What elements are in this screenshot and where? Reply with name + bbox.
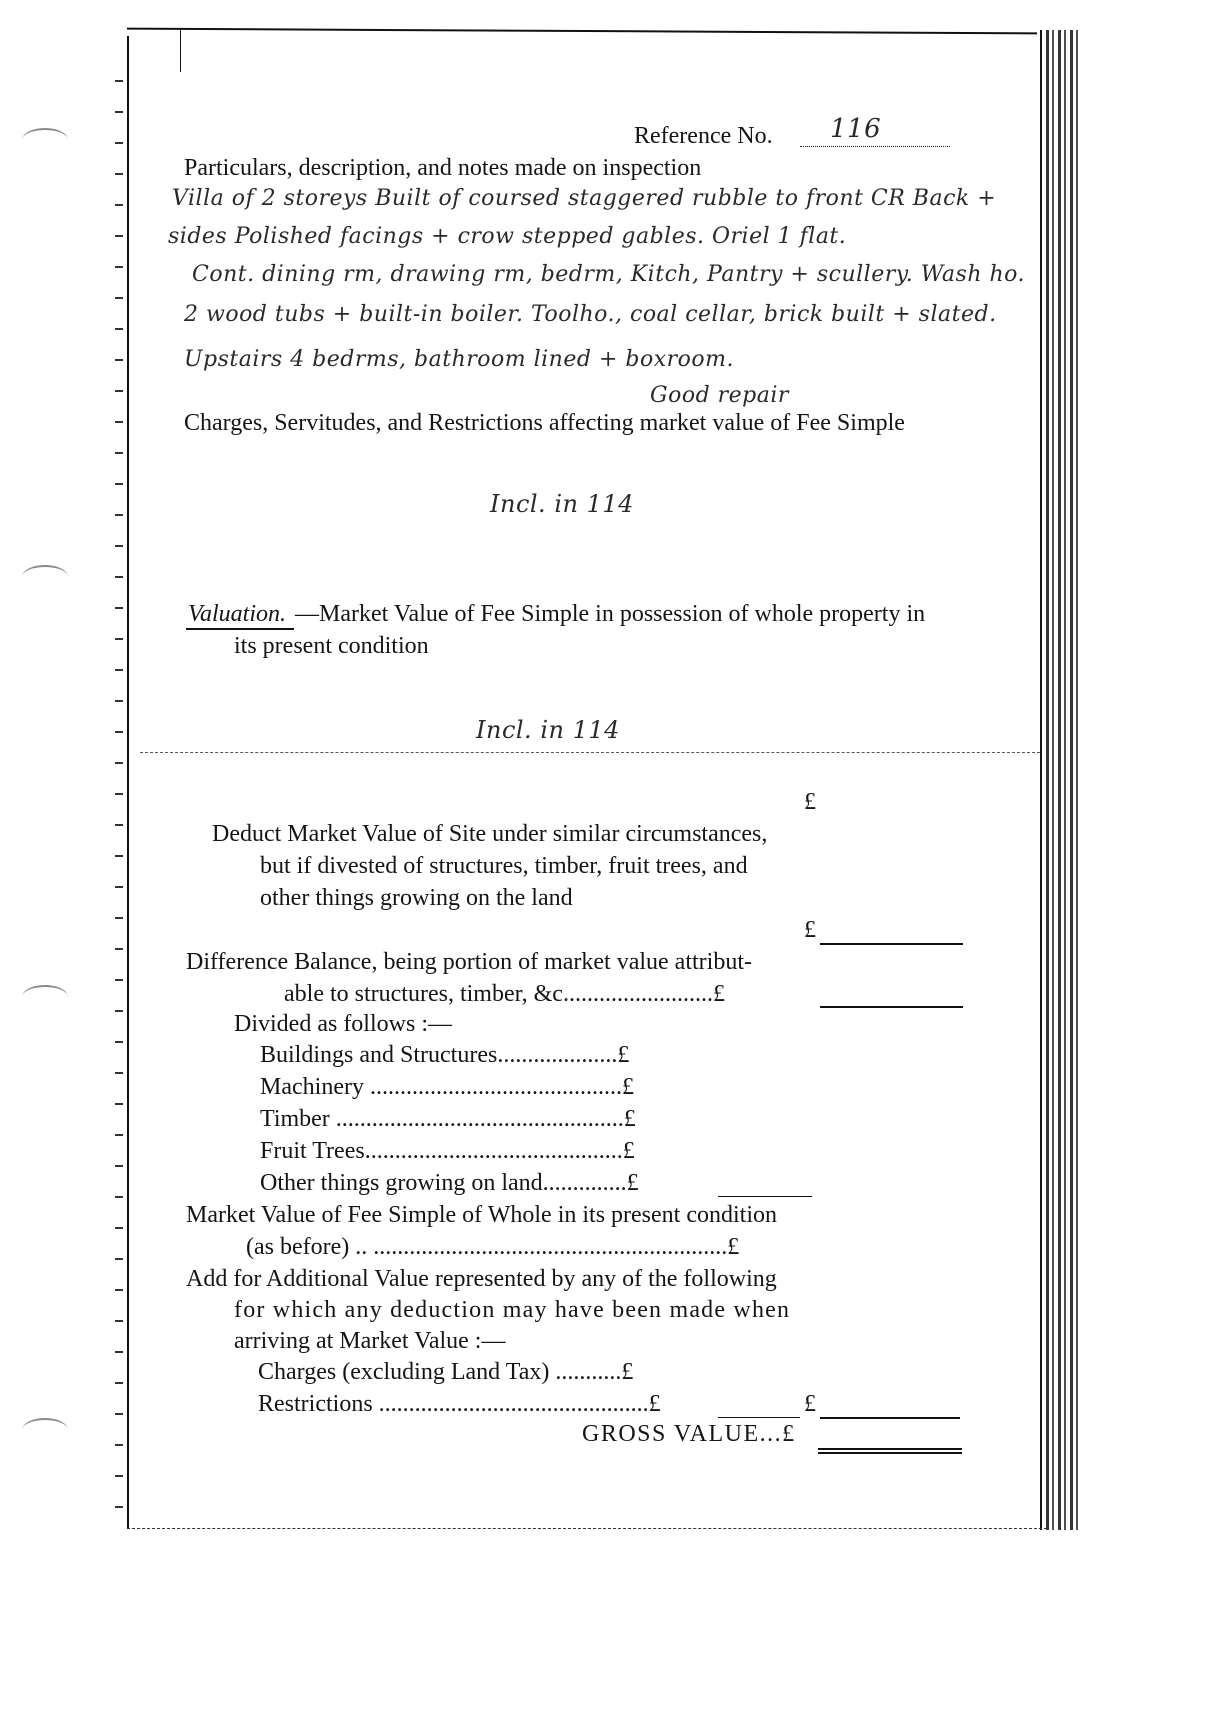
margin-tick	[115, 1475, 123, 1477]
charges-note: Incl. in 114	[490, 490, 634, 518]
margin-tick	[115, 1165, 123, 1167]
margin-tick	[115, 1382, 123, 1384]
margin-tick	[115, 142, 123, 144]
deduct-line-1: Deduct Market Value of Site under similar circumstances,	[212, 821, 768, 847]
margin-tick	[115, 1072, 123, 1074]
additional-line-2: for which any deduction may have been made when	[234, 1297, 791, 1323]
punch-hole-4	[22, 1418, 68, 1442]
margin-tick	[115, 793, 123, 795]
deduct-line-3: other things growing on the land	[260, 885, 573, 911]
margin-tick	[115, 824, 123, 826]
margin-tick	[115, 1258, 123, 1260]
inner-left-mark	[180, 30, 181, 72]
margin-tick	[115, 1227, 123, 1229]
restrictions-total-line	[820, 1417, 960, 1419]
particulars-heading: Particulars, description, and notes made on inspection	[184, 155, 702, 181]
margin-tick	[115, 111, 123, 113]
note-line-5: Upstairs 4 bedrms, bathroom lined + boxroom.	[184, 347, 734, 372]
difference-line-1: Difference Balance, being portion of market value attribut-	[186, 949, 752, 975]
difference-total-line	[820, 1006, 963, 1008]
margin-tick	[115, 855, 123, 857]
punch-hole-1	[22, 128, 68, 152]
additional-charges: Charges (excluding Land Tax) ...........£	[258, 1359, 634, 1385]
margin-tick	[115, 638, 123, 640]
valuation-line-2: its present condition	[234, 633, 429, 659]
right-border	[1040, 30, 1042, 1530]
margin-tick	[115, 1134, 123, 1136]
margin-tick	[115, 204, 123, 206]
margin-tick	[115, 1506, 123, 1508]
margin-tick	[115, 576, 123, 578]
margin-tick	[115, 235, 123, 237]
margin-tick	[115, 483, 123, 485]
valuation-underline	[186, 628, 294, 630]
top-border	[127, 28, 1037, 35]
restrictions-sub-line	[718, 1417, 800, 1418]
reference-value: 116	[830, 114, 882, 144]
margin-tick	[115, 917, 123, 919]
deduct-total-line	[820, 943, 963, 945]
margin-tick	[115, 359, 123, 361]
margin-tick	[115, 173, 123, 175]
margin-tick	[115, 452, 123, 454]
bottom-border	[127, 1528, 1047, 1529]
margin-tick	[115, 669, 123, 671]
additional-line-3: arriving at Market Value :—	[234, 1328, 506, 1354]
difference-line-2: able to structures, timber, &c.........................£	[284, 981, 725, 1007]
punch-hole-2	[22, 565, 68, 589]
divided-item-other: Other things growing on land..............£	[260, 1170, 639, 1196]
margin-tick	[115, 266, 123, 268]
margin-tick	[115, 545, 123, 547]
margin-tick	[115, 948, 123, 950]
deduct-pound-top: £	[804, 789, 816, 815]
margin-tick	[115, 1444, 123, 1446]
margin-tick	[115, 700, 123, 702]
margin-tick	[115, 1320, 123, 1322]
margin-tick	[115, 390, 123, 392]
margin-tick	[115, 1196, 123, 1198]
margin-tick	[115, 731, 123, 733]
margin-tick	[115, 328, 123, 330]
valuation-line-1: —Market Value of Fee Simple in possession of whole property in	[295, 601, 926, 627]
note-line-2: sides Polished facings + crow stepped gables. Oriel 1 flat.	[168, 224, 847, 249]
valuation-dash-line	[140, 752, 1040, 753]
valuation-note: Incl. in 114	[476, 716, 620, 744]
market-whole-line-2: (as before) .. ...........................................................£	[246, 1234, 740, 1260]
margin-tick	[115, 1413, 123, 1415]
reference-label: Reference No.	[634, 123, 773, 149]
margin-tick	[115, 297, 123, 299]
margin-tick	[115, 1103, 123, 1105]
additional-restrictions: Restrictions .............................................£	[258, 1391, 661, 1417]
valuation-label: Valuation.	[188, 601, 287, 627]
margin-tick	[115, 1041, 123, 1043]
margin-tick	[115, 607, 123, 609]
divided-item-buildings: Buildings and Structures....................£	[260, 1042, 630, 1068]
margin-tick	[115, 762, 123, 764]
margin-tick	[115, 1010, 123, 1012]
punch-hole-3	[22, 985, 68, 1009]
deduct-line-2: but if divested of structures, timber, fruit trees, and	[260, 853, 748, 879]
gross-value-line-1	[818, 1448, 962, 1450]
margin-tick	[115, 979, 123, 981]
repair-note: Good repair	[650, 383, 789, 408]
binding-edge	[1046, 30, 1082, 1530]
margin-tick	[115, 514, 123, 516]
additional-restrictions-total: £	[804, 1391, 816, 1417]
note-line-4: 2 wood tubs + built-in boiler. Toolho., coal cellar, brick built + slated.	[184, 302, 997, 327]
deduct-pound-bottom: £	[804, 917, 816, 943]
left-border	[127, 36, 129, 1528]
margin-tick	[115, 886, 123, 888]
margin-tick	[115, 80, 123, 82]
additional-line-1: Add for Additional Value represented by any of the following	[186, 1266, 777, 1292]
gross-value-label: GROSS VALUE...£	[582, 1421, 796, 1447]
divided-total-line	[718, 1196, 812, 1197]
divided-item-fruit-trees: Fruit Trees...........................................£	[260, 1138, 635, 1164]
note-line-3: Cont. dining rm, drawing rm, bedrm, Kitch, Pantry + scullery. Wash ho.	[192, 262, 1026, 287]
charges-heading: Charges, Servitudes, and Restrictions affecting market value of Fee Simple	[184, 410, 905, 436]
gross-value-line-2	[818, 1452, 962, 1454]
reference-underline	[800, 146, 950, 147]
divided-item-machinery: Machinery ..........................................£	[260, 1074, 634, 1100]
divided-heading: Divided as follows :—	[234, 1011, 452, 1037]
margin-tick	[115, 1289, 123, 1291]
margin-tick	[115, 1351, 123, 1353]
divided-item-timber: Timber ................................................£	[260, 1106, 636, 1132]
note-line-1: Villa of 2 storeys Built of coursed staggered rubble to front CR Back +	[172, 186, 997, 211]
market-whole-line-1: Market Value of Fee Simple of Whole in its present condition	[186, 1202, 777, 1228]
margin-tick	[115, 421, 123, 423]
